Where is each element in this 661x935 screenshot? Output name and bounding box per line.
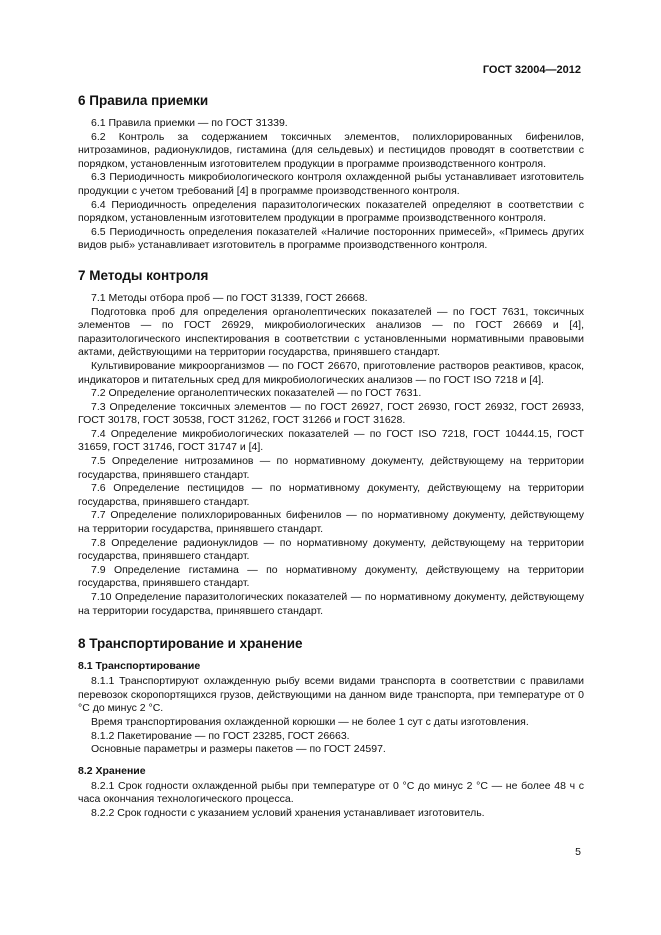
paragraph-7-6: 7.6 Определение пестицидов — по нормативному документу, действующему на территории государства, принявшего стандарт. — [78, 482, 584, 508]
paragraph-7-10: 7.10 Определение паразитологических показателей — по нормативному документу, действующему на территории государства, принявшего стандарт. — [78, 591, 584, 617]
paragraph-7-1: 7.1 Методы отбора проб — по ГОСТ 31339, ГОСТ 26668. — [91, 291, 368, 304]
paragraph-7-8: 7.8 Определение радионуклидов — по нормативному документу, действующему на территории государства, принявшего стандарт. — [78, 536, 584, 563]
paragraph-6-4: 6.4 Периодичность определения паразитологических показателей определяют в соответствии с порядком, установленным изготовителем продукции в программе производственного контроля. — [78, 198, 584, 225]
paragraph-6-3: 6.3 Периодичность микробиологического контроля охлажденной рыбы устанавливает изготовитель продукции с учетом требований [4] в программе производственного контроля. — [78, 171, 584, 197]
section-6-title: 6 Правила приемки — [78, 93, 209, 108]
paragraph-8-2-2: 8.2.2 Срок годности с указанием условий хранения устанавливает изготовитель. — [91, 806, 485, 819]
section-6-body — [78, 117, 584, 253]
paragraph-8-2-1: 8.2.1 Срок годности охлажденной рыбы при температуре от 0 °С до минус 2 °С — не более 48 ч с часа окончания технологического процесса. — [78, 779, 584, 806]
paragraph-6-1: 6.1 Правила приемки — по ГОСТ 31339. — [91, 117, 288, 129]
subsection-8-2-body — [78, 780, 584, 821]
section-7-body — [78, 292, 584, 618]
paragraph-7-5: 7.5 Определение нитрозаминов — по нормативному документу, действующему на территории государства, принявшего стандарт. — [78, 455, 584, 481]
paragraph-8-1-2: 8.1.2 Пакетирование — по ГОСТ 23285, ГОСТ 26663. — [91, 729, 350, 742]
paragraph-7-4: 7.4 Определение микробиологических показателей — по ГОСТ ISO 7218, ГОСТ 10444.15, ГОСТ 31659, ГОСТ 31746, ГОСТ 31747 и [4]. — [78, 427, 584, 454]
paragraph-7-2: 7.2 Определение органолептических показателей — по ГОСТ 7631. — [91, 387, 422, 400]
subsection-8-1-title: 8.1 Транспортирование — [78, 660, 201, 673]
paragraph-6-2: 6.2 Контроль за содержанием токсичных элементов, полихлорированных бифенилов, нитрозаминов, радионуклидов, гистамина (для сельдевых) и пестицидов проводят в соответствии с порядком, установленным изготовителем продукции в программе производственного контроля. — [78, 130, 584, 170]
page-number: 5 — [575, 846, 581, 858]
section-7-title: 7 Методы контроля — [78, 267, 209, 283]
paragraph-6-5: 6.5 Периодичность определения показателей «Наличие посторонних примесей», «Примесь других видов рыб» устанавливает изготовитель в программе производственного контроля. — [78, 225, 584, 252]
document-number-header: ГОСТ 32004—2012 — [482, 64, 581, 76]
section-8-title: 8 Транспортирование и хранение — [78, 636, 303, 652]
paragraph-7-7: 7.7 Определение полихлорированных бифенилов — по нормативному документу, действующему на территории государства, принявшего стандарт. — [78, 509, 584, 536]
paragraph-7-9: 7.9 Определение гистамина — по нормативному документу, действующему на территории государства, принявшего стандарт. — [78, 563, 584, 590]
paragraph-8-1-2-params: Основные параметры и размеры пакетов — по ГОСТ 24597. — [91, 743, 386, 756]
subsection-8-1-body — [78, 675, 584, 757]
paragraph-7-1-sample-prep: Подготовка проб для определения органолептических показателей — по ГОСТ 7631, токсичных элементов — по ГОСТ 26929, микробиологических анализов — по ГОСТ 26669 и [4], паразитологического инспектирования в соответствии с установленными нормативными правовыми актами, действующими на территории государства, принявшего стандарт. — [78, 305, 584, 359]
subsection-8-2-title: 8.2 Хранение — [78, 764, 146, 777]
paragraph-7-3: 7.3 Определение токсичных элементов — по ГОСТ 26927, ГОСТ 26930, ГОСТ 26932, ГОСТ 26933, ГОСТ 30178, ГОСТ 30538, ГОСТ 31262, ГОСТ 31266 и ГОСТ 31628. — [78, 400, 584, 427]
paragraph-7-1-cultivation: Культивирование микроорганизмов — по ГОСТ 26670, приготовление растворов реактивов, красок, индикаторов и питательных сред для микробиологических анализов — по ГОСТ ISO 7218 и [4]. — [78, 359, 584, 386]
paragraph-8-1-1: 8.1.1 Транспортируют охлажденную рыбу всеми видами транспорта в соответствии с правилами перевозок скоропортящихся грузов, действующими на данном виде транспорта, при температуре от 0 °С до минус 2 °С. — [78, 675, 584, 715]
page-content — [78, 93, 584, 821]
paragraph-8-1-1-time: Время транспортирования охлажденной корюшки — не более 1 сут с даты изготовления. — [91, 715, 529, 728]
